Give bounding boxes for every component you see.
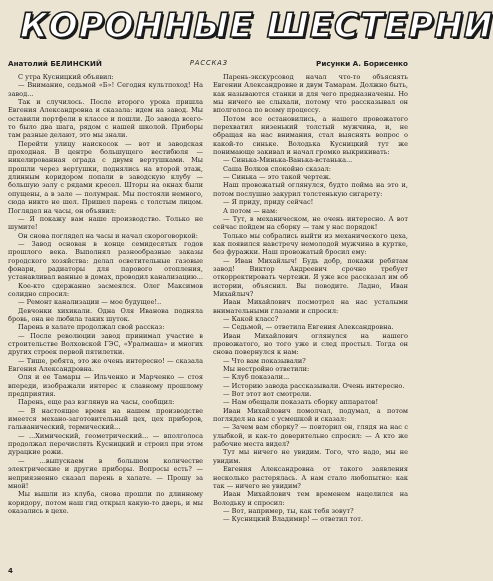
paragraph: — Что вам показывали? (223, 356, 306, 365)
paragraph: Наш провожатый оглянулся, будто пойма на это и, потом послушно закурил толстенькую сигарету: (213, 181, 408, 198)
paragraph: Мы нестройно ответили: (223, 365, 310, 374)
paragraph: Оля и ее Тамары — Ильченко и Марченко — стоя впереди, изображали интерес к славному прошлому предприятия. (8, 373, 203, 399)
paragraph: — Вот этот вот смотрели. (223, 390, 312, 399)
paragraph: — Вот, например, ты, как тебя зовут? (223, 506, 354, 515)
paragraph: — Ремонт канализации — мое будущее!.. (18, 298, 162, 307)
paragraph: Перейти улицу наискосок — вот и заводская проходная. В центре большущего вестибюля — никелированная ограда с двумя вертушками. Мы прошли через вертушки, поднялись на второй этаж, длинным коридором попали в заводскую клубу — большую залу с рядами кресел. Шторы на окнах были опущены, а в зале — полумрак. Мы постояли немного, сюда никто не шел. Пришел парень с толстым лицом. Поглядел на часы, он объявил: (8, 139, 203, 215)
paragraph: Парень-экскурсовод начал что-то объяснять Евгении Александровне и двум Тамарам. Должно быть, как называются станки и для чего предназначены. Но мы ничего не слыхали, потому что рассказывал он вполголоса по всему процессу. (213, 73, 408, 115)
paragraph: — Я приду, приду сейчас! (223, 198, 314, 207)
paragraph: А потом — нам: (223, 206, 278, 215)
paragraph: — Клуб показали... (223, 373, 290, 382)
paragraph: — Завод основан в конце семидесятых годов прошлого века. Выполнял разнообразные заказы городского хозяйства: делал осветительные газовые фонари, радиаторы для парового отопления, устанавливал ванные в домах, проводил канализацию... (8, 239, 203, 282)
text-columns (8, 73, 408, 569)
paragraph: — Внимание, седьмой «Б»! Сегодня культпоход! На завод... (8, 81, 203, 98)
page-number: 4 (8, 567, 13, 575)
story-title: КОРОННЫЕ ШЕСТЕРНИ (20, 6, 493, 46)
column-left (8, 73, 203, 569)
genre-label: РАССКАЗ (189, 59, 229, 67)
paragraph: — Синька — это такой чертеж. (223, 173, 331, 182)
paragraph: Только мы собрались выйти из механического цеха, как появился навстречу немолодой мужчина в куртке, без фуражки. Наш провожатый бросил ему: (213, 231, 408, 257)
paragraph: Парень, еще раз взглянув на часы, сообщил: (18, 398, 175, 407)
paragraph: — После революции завод принимал участие в строительстве Волховской ГЭС, «Уралмаша» и многих других строек первой пятилетки. (8, 331, 203, 357)
paragraph: — Зачем вам сборку? — повторил он, глядя на нас с улыбкой, и как-то доверительно спросил: — А кто же рабочие места видел? (213, 423, 408, 449)
credits-line (8, 56, 408, 70)
paragraph: Парень в халате продолжал свой рассказ: (18, 323, 165, 332)
paragraph: — Иван Михайлыч! Будь добр, покажи ребятам завод! Виктор Андреевич срочно требует откорректировать чертежи. Я уже все рассказал им об истории, объяснил. Вы поводите. Ладно, Иван Михайлыч? (213, 256, 408, 298)
paragraph: С утра Кусницкий объявил: (18, 73, 114, 81)
paragraph: Он снова поглядел на часы и начал скороговоркой: (18, 231, 198, 240)
paragraph: Тут мы ничего не увидим. Того, что надо, мы не увидим. (213, 448, 408, 465)
paragraph: — Тише, ребята, это же очень интересно! — сказала Евгения Александровна. (8, 356, 203, 374)
paragraph: Мы вышли из клуба, снова прошли по длинному коридору, потом наш гид открыл какую-то дверь, и мы оказались в цехе. (8, 490, 203, 515)
paragraph: — Кусницкий Владимир! — ответил тот. (223, 515, 363, 524)
paragraph: Иван Михайлович помолчал, подумал, а потом поглядел на нас с усмешкой и сказал: (213, 406, 408, 424)
paragraph: — В настоящее время на нашем производстве имеется механо-заготовительный цех, цех приборов, гальванический, термический... (8, 406, 203, 432)
paragraph: — Тут, в механическом, не очень интересно. А вот сейчас пойдем на сборку — там у нас порядок! (213, 214, 408, 232)
paragraph: — Синька-Минька-Ванька-встанька... (223, 156, 353, 165)
paragraph: Так и случилось. После второго урока пришла Евгения Александровна и сказала: идем на завод. Мы оставили портфели в классе и пошли. До завода всего-то было два шага, рядом с нашей школой. Приборы там разные делают, это мы знали. (8, 98, 203, 140)
title-band (8, 4, 493, 48)
paragraph: — Историю завода рассказывали. Очень интересно. (223, 381, 405, 390)
paragraph: — ...Химический, геометрический... — вполголоса продолжал перечислять Кусницкий и строил при этом дурацкие рожи. (8, 431, 203, 457)
paragraph: Девчонки хихикали. Одна Оля Иванова подняла бровь, она не любила таких шуток. (8, 306, 203, 323)
column-right (213, 73, 408, 569)
paragraph: Иван Михайлович оглянулся на нашего провожатого, но того уже и след простыл. Тогда он снова повернулся к нам: (213, 331, 408, 357)
paragraph: — Седьмой, — ответила Евгения Александровна. (223, 323, 394, 332)
paragraph: — ...выпускаем в большом количестве электрические и другие приборы. Вопросы есть? — неприязненно сказал парень в халате. — Прошу за мной! (8, 456, 203, 490)
paragraph: — Какой класс? (223, 314, 279, 323)
paragraph: Иван Михайлович тем временем нацелился на Володьку и спросил: (213, 490, 408, 507)
paragraph: Саша Волков спокойно сказал: (223, 164, 331, 173)
paragraph: — Я покажу вам наше производство. Только не шумите! (8, 214, 203, 232)
paragraph: Евгения Александровна от такого заявления несколько растерялась. А нам стало любопытно: как так — ничего не увидим? (213, 465, 408, 490)
paragraph: Кое-кто сдержанно засмеялся. Олег Максимов солидно спросил: (8, 281, 203, 298)
paragraph: — Нам обещали показать сборку аппаратов! (223, 398, 379, 407)
author-name: Анатолий БЕЛИНСКИЙ (8, 58, 102, 68)
illustrator-credit: Рисунки А. Борисенко (316, 58, 408, 68)
paragraph: Иван Михайлович посмотрел на нас усталыми внимательными глазами и спросил: (213, 298, 408, 315)
paragraph: Потом все остановились, а нашего провожатого перехватил низенький толстый мужчина, и, не обращая на нас внимания, стал выяснять вопрос о какой-то синьке. Володька Кусницкий тут же понимающе закивал и начал громко выкрикивать: (213, 114, 408, 157)
